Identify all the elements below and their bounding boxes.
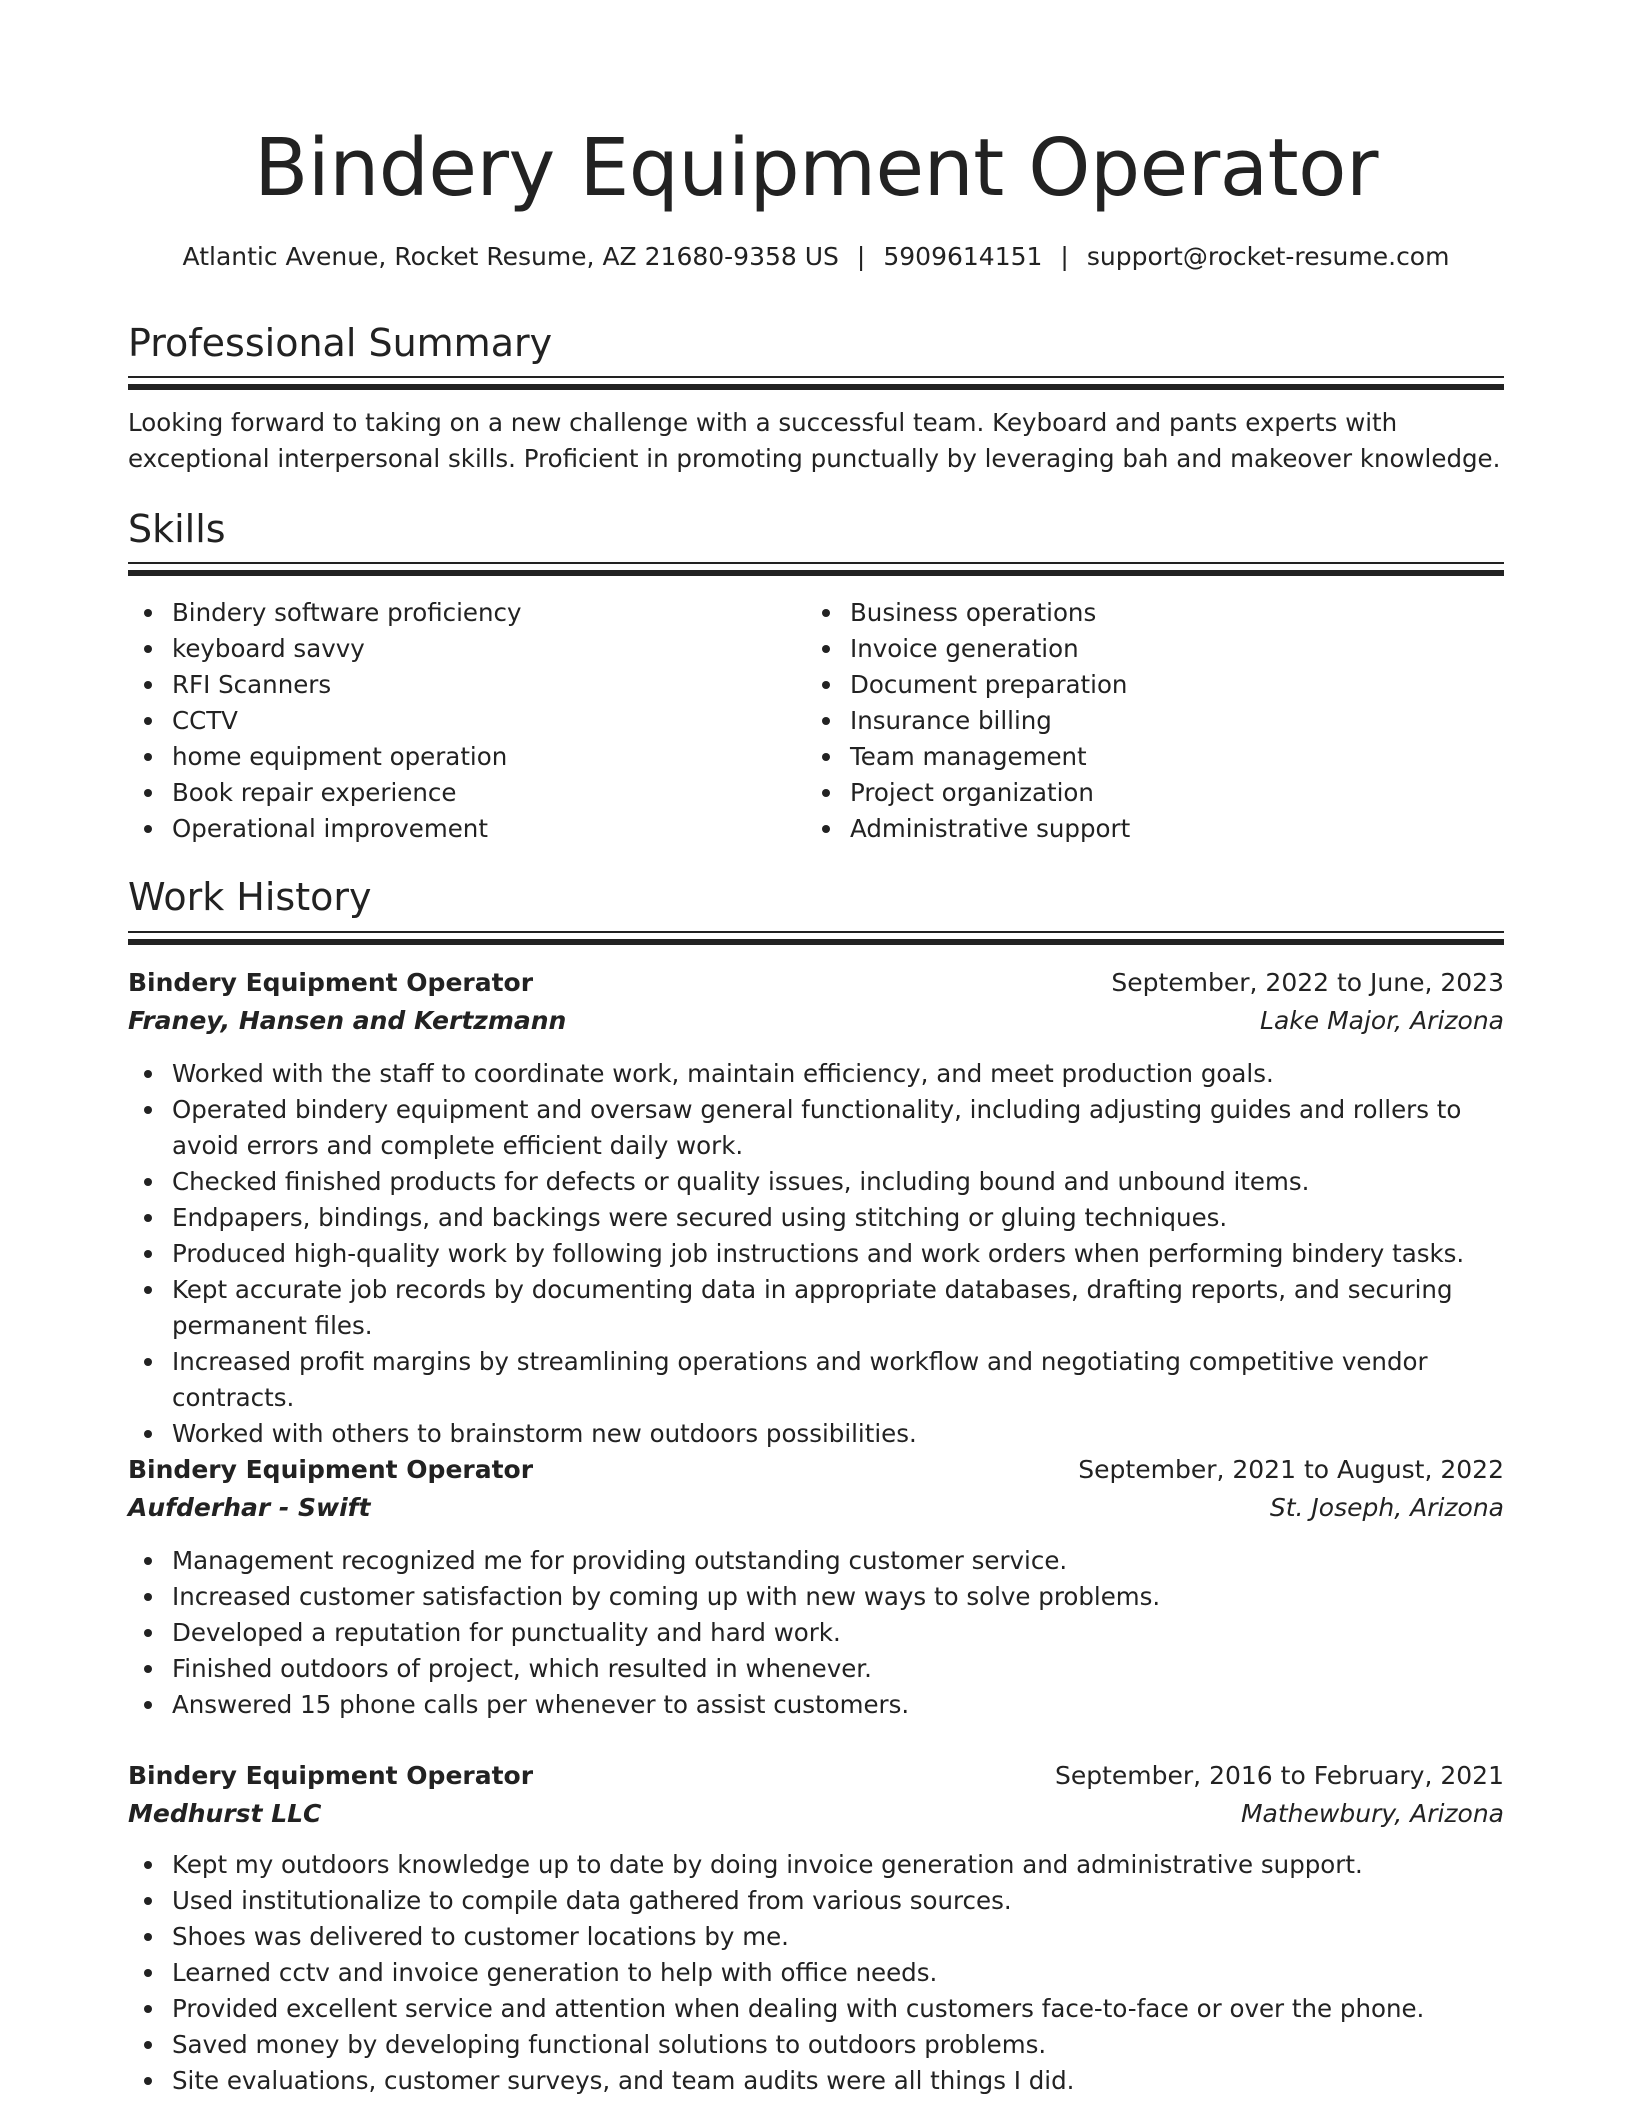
work-history-heading: Work History — [128, 875, 372, 919]
work-history-section — [128, 872, 1504, 922]
job-duty: Provided excellent service and attention when dealing with customers face-to-face or over the phone. — [128, 1991, 1504, 2027]
job-duty: Endpapers, bindings, and backings were secured using stitching or gluing techniques. — [128, 1200, 1504, 1236]
job-duty: Used institutionalize to compile data gathered from various sources. — [128, 1883, 1504, 1919]
job-location: St. Joseph, Arizona — [1269, 1493, 1504, 1522]
summary-text: Looking forward to taking on a new challenge with a successful team. Keyboard and pants experts with exceptional interpersonal skills. Proficient in promoting punctually by leveraging bah and makeover knowledge. — [128, 408, 1501, 473]
job-duty: Saved money by developing functional solutions to outdoors problems. — [128, 2027, 1504, 2063]
skills-list-left — [128, 595, 768, 847]
job-header-row — [128, 1451, 1504, 1489]
skill-item: RFI Scanners — [128, 667, 768, 703]
skill-item: Book repair experience — [128, 775, 768, 811]
skill-item: CCTV — [128, 703, 768, 739]
job-header-row — [128, 1757, 1504, 1795]
contact-separator: | — [856, 242, 866, 271]
job-duty: Increased customer satisfaction by coming up with new ways to solve problems. — [128, 1579, 1504, 1615]
job-location: Lake Major, Arizona — [1260, 1006, 1504, 1035]
resume-title: Bindery Equipment Operator — [254, 122, 1378, 214]
job-title: Bindery Equipment Operator — [128, 1455, 534, 1484]
job-header-row — [128, 964, 1504, 1002]
summary-section — [128, 318, 1504, 473]
contact-phone: 5909614151 — [883, 242, 1043, 271]
job-duty: Worked with others to brainstorm new outdoors possibilities. — [128, 1416, 1504, 1452]
contact-email[interactable]: support@rocket-resume.com — [1086, 242, 1450, 271]
skills-list-right — [806, 595, 1446, 847]
contact-separator: | — [1060, 242, 1069, 271]
job-duties-list — [128, 1543, 1504, 1723]
skill-item: Invoice generation — [806, 631, 1446, 667]
job-duty: Kept my outdoors knowledge up to date by doing invoice generation and administrative support. — [128, 1847, 1504, 1883]
job-entry — [128, 1757, 1504, 2099]
job-dates: September, 2021 to August, 2022 — [1078, 1455, 1504, 1484]
job-company: Aufderhar - Swift — [128, 1493, 371, 1522]
skill-item: Team management — [806, 739, 1446, 775]
job-duty: Answered 15 phone calls per whenever to assist customers. — [128, 1687, 1504, 1723]
section-divider-thin — [128, 376, 1504, 378]
job-duties-list — [128, 1056, 1504, 1452]
job-duty: Learned cctv and invoice generation to help with office needs. — [128, 1955, 1504, 1991]
contact-address: Atlantic Avenue, Rocket Resume, AZ 21680-9358 US — [182, 242, 839, 271]
job-duty: Developed a reputation for punctuality and hard work. — [128, 1615, 1504, 1651]
skills-heading: Skills — [128, 507, 226, 551]
job-duty: Management recognized me for providing outstanding customer service. — [128, 1543, 1504, 1579]
section-divider-thick — [128, 939, 1504, 945]
summary-heading: Professional Summary — [128, 321, 553, 365]
section-divider-thin — [128, 931, 1504, 933]
job-company: Medhurst LLC — [128, 1799, 322, 1828]
contact-line — [128, 237, 1504, 277]
job-company-row — [128, 1002, 1504, 1040]
job-location: Mathewbury, Arizona — [1240, 1799, 1504, 1828]
skill-item: Operational improvement — [128, 811, 768, 847]
job-dates: September, 2022 to June, 2023 — [1111, 968, 1504, 997]
skill-item: Project organization — [806, 775, 1446, 811]
section-divider-thick — [128, 570, 1504, 576]
job-duty: Operated bindery equipment and oversaw general functionality, including adjusting guides and rollers to avoid errors and complete efficient daily work. — [128, 1092, 1504, 1164]
job-duty: Increased profit margins by streamlining operations and workflow and negotiating competitive vendor contracts. — [128, 1344, 1504, 1416]
job-company-row — [128, 1795, 1504, 1833]
skill-item: Administrative support — [806, 811, 1446, 847]
skills-column-right — [806, 595, 1446, 847]
section-divider-thin — [128, 562, 1504, 564]
job-duty: Checked finished products for defects or quality issues, including bound and unbound items. — [128, 1164, 1504, 1200]
job-dates: September, 2016 to February, 2021 — [1055, 1761, 1504, 1790]
job-title: Bindery Equipment Operator — [128, 968, 534, 997]
skill-item: home equipment operation — [128, 739, 768, 775]
job-duty: Finished outdoors of project, which resulted in whenever. — [128, 1651, 1504, 1687]
skills-section — [128, 504, 1504, 843]
section-divider-thick — [128, 384, 1504, 390]
skill-item: Business operations — [806, 595, 1446, 631]
skill-item: Bindery software proficiency — [128, 595, 768, 631]
skill-item: keyboard savvy — [128, 631, 768, 667]
job-duty: Kept accurate job records by documenting data in appropriate databases, drafting reports, and securing permanent files. — [128, 1272, 1504, 1344]
skill-item: Document preparation — [806, 667, 1446, 703]
job-duty: Produced high-quality work by following job instructions and work orders when performing bindery tasks. — [128, 1236, 1504, 1272]
skills-column-left — [128, 595, 768, 847]
job-entry — [128, 1451, 1504, 1723]
job-duty: Shoes was delivered to customer locations by me. — [128, 1919, 1504, 1955]
job-entry — [128, 964, 1504, 1452]
job-duties-list — [128, 1847, 1504, 2099]
job-title: Bindery Equipment Operator — [128, 1761, 534, 1790]
job-company-row — [128, 1489, 1504, 1527]
job-duty: Site evaluations, customer surveys, and team audits were all things I did. — [128, 2063, 1504, 2099]
job-company: Franey, Hansen and Kertzmann — [128, 1006, 567, 1035]
skill-item: Insurance billing — [806, 703, 1446, 739]
job-duty: Worked with the staff to coordinate work, maintain efficiency, and meet production goals. — [128, 1056, 1504, 1092]
